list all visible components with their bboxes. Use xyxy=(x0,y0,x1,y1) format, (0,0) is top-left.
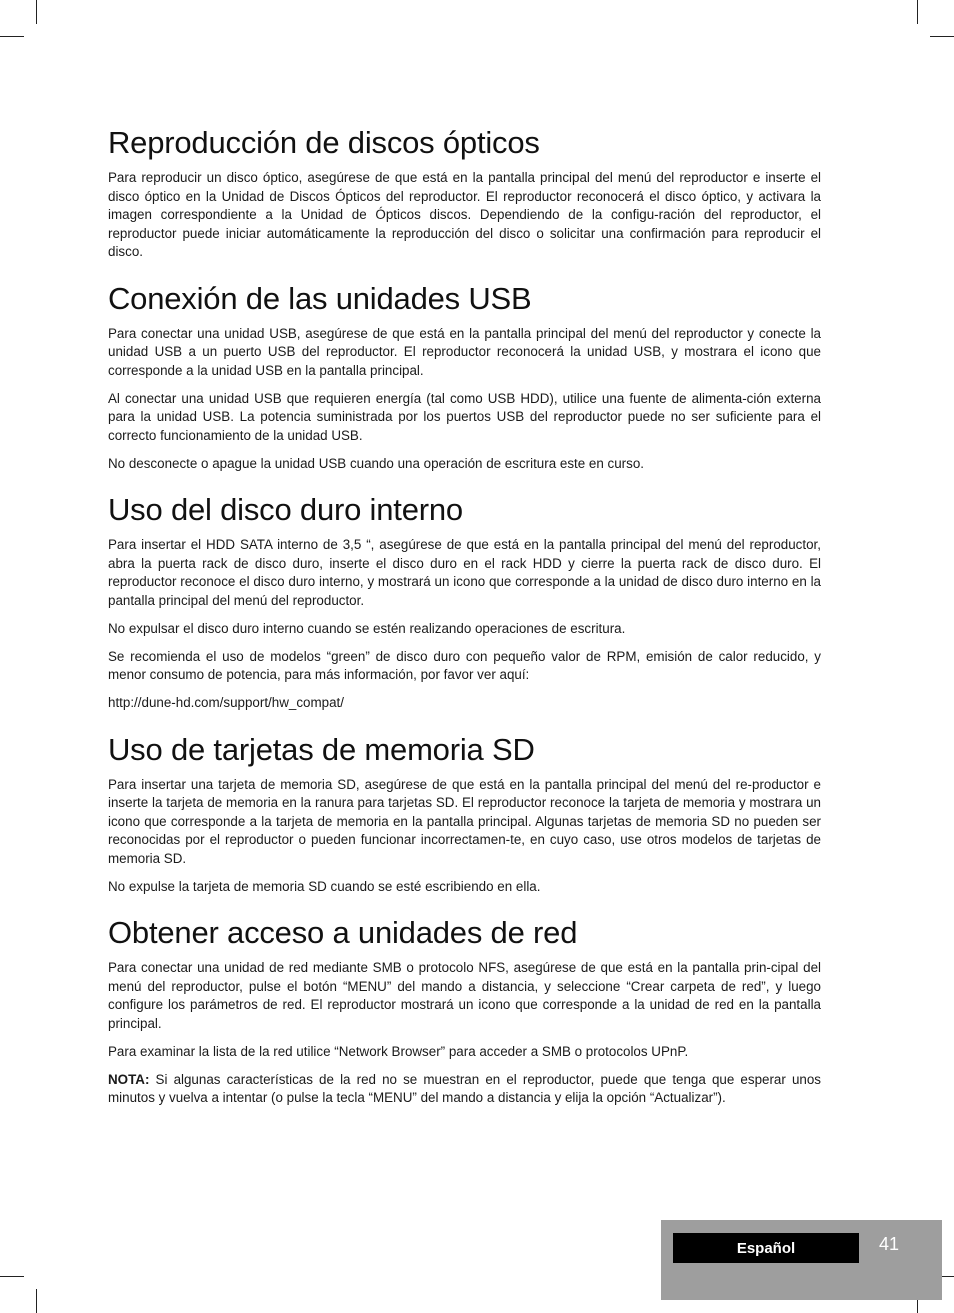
section-title: Uso del disco duro interno xyxy=(108,492,463,527)
section-sd-cards xyxy=(108,731,821,897)
paragraph: Para insertar el HDD SATA interno de 3,5 “, asegúrese de que está en la pantalla principal del menú del reproductor, abra la puerta rack de disco duro, inserte el disco duro en el rack HDD y cierre la puerta rack de disco duro. El reproductor reconoce el disco duro interno, y mostrará un icono que corresponde a la unidad de disco duro interno en la pantalla principal del menú del reproductor. xyxy=(108,537,821,608)
note-label: NOTA: xyxy=(108,1071,150,1087)
section-network-drives xyxy=(108,914,821,1108)
paragraph: Para conectar una unidad de red mediante SMB o protocolo NFS, asegúrese de que está en la pantalla prin-cipal del menú del reproductor, pulse el botón “MENU” del mando a distancia, y seleccione “Crear carpeta de red”, y luego configure los parámetros de red. El reproductor mostrará un icono que corresponde a la unidad de red en la pantalla principal. xyxy=(108,960,821,1031)
crop-mark xyxy=(36,0,37,24)
hw-compat-link[interactable]: http://dune-hd.com/support/hw_compat/ xyxy=(108,695,344,710)
section-title: Obtener acceso a unidades de red xyxy=(108,915,578,950)
paragraph: Para examinar la lista de la red utilice “Network Browser” para acceder a SMB o protocolos UPnP. xyxy=(108,1043,689,1059)
section-title: Uso de tarjetas de memoria SD xyxy=(108,731,535,767)
footer-tab xyxy=(661,1220,942,1300)
crop-mark xyxy=(917,0,918,24)
crop-mark xyxy=(36,1289,37,1313)
note-paragraph xyxy=(108,1071,821,1108)
paragraph: No expulse la tarjeta de memoria SD cuando se esté escribiendo en ella. xyxy=(108,878,541,894)
section-usb-drives xyxy=(108,280,821,474)
paragraph: No expulsar el disco duro interno cuando se estén realizando operaciones de escritura. xyxy=(108,620,626,636)
crop-mark xyxy=(0,36,24,37)
language-label: Español xyxy=(673,1233,859,1263)
paragraph: Al conectar una unidad USB que requieren energía (tal como USB HDD), utilice una fuente de alimenta-ción externa para la unidad USB. La potencia suministrada por los puertos USB del reproductor puede no ser suficiente para el correcto funcionamiento de la unidad USB. xyxy=(108,390,821,443)
paragraph: Para reproducir un disco óptico, asegúrese de que está en la pantalla principal del menú del reproductor e inserte el disco óptico en la Unidad de Discos Ópticos del reproductor. El reproductor reconocerá el disco óptico, y activara la imagen correspondiente a la Unidad de Ópticos discos. Dependiendo de la configu-ración del reproductor, el reproductor puede iniciar automáticamente la reproducción del disco o solicitar una confirmación para reproducir el disco. xyxy=(108,170,821,259)
paragraph: Se recomienda el uso de modelos “green” de disco duro con pequeño valor de RPM, emisión de calor reducido, y menor consumo de potencia, para más información, por favor ver aquí: xyxy=(108,648,821,682)
section-title: Conexión de las unidades USB xyxy=(108,280,532,316)
crop-mark xyxy=(0,1276,24,1277)
section-internal-hdd xyxy=(108,491,821,713)
section-optical-discs xyxy=(108,124,821,262)
paragraph: No desconecte o apague la unidad USB cuando una operación de escritura este en curso. xyxy=(108,455,644,471)
note-text: Si algunas características de la red no se muestran en el reproductor, puede que tenga que esperar unos minutos y vuelva a intentar (o pulse la tecla “MENU” del mando a distancia y elija la opción “Actualizar”). xyxy=(108,1071,821,1105)
paragraph: Para insertar una tarjeta de memoria SD, asegúrese de que está en la pantalla principal del menú del re-productor e inserte la tarjeta de memoria en la ranura para tarjetas SD. El reproductor reconoce la tarjeta de memoria y mostrara un icono que corresponde a la tarjeta de memoria en la pantalla principal. Algunas tarjetas de memoria SD no pueden ser reconocidas por el reproductor o pueden funcionar incorrectamen-te, en cuyo caso, use otros modelos de tarjetas de memoria SD. xyxy=(108,776,821,866)
section-title: Reproducción de discos ópticos xyxy=(108,125,540,160)
crop-mark xyxy=(930,36,954,37)
page-number: 41 xyxy=(879,1234,900,1254)
paragraph: Para conectar una unidad USB, asegúrese de que está en la pantalla principal del menú del reproductor y conecte la unidad USB a un puerto USB del reproductor. El reproductor reconocerá la unidad USB, y mostrara el icono que corresponde a la unidad USB en la pantalla principal. xyxy=(108,325,821,378)
page-content xyxy=(108,124,821,1117)
